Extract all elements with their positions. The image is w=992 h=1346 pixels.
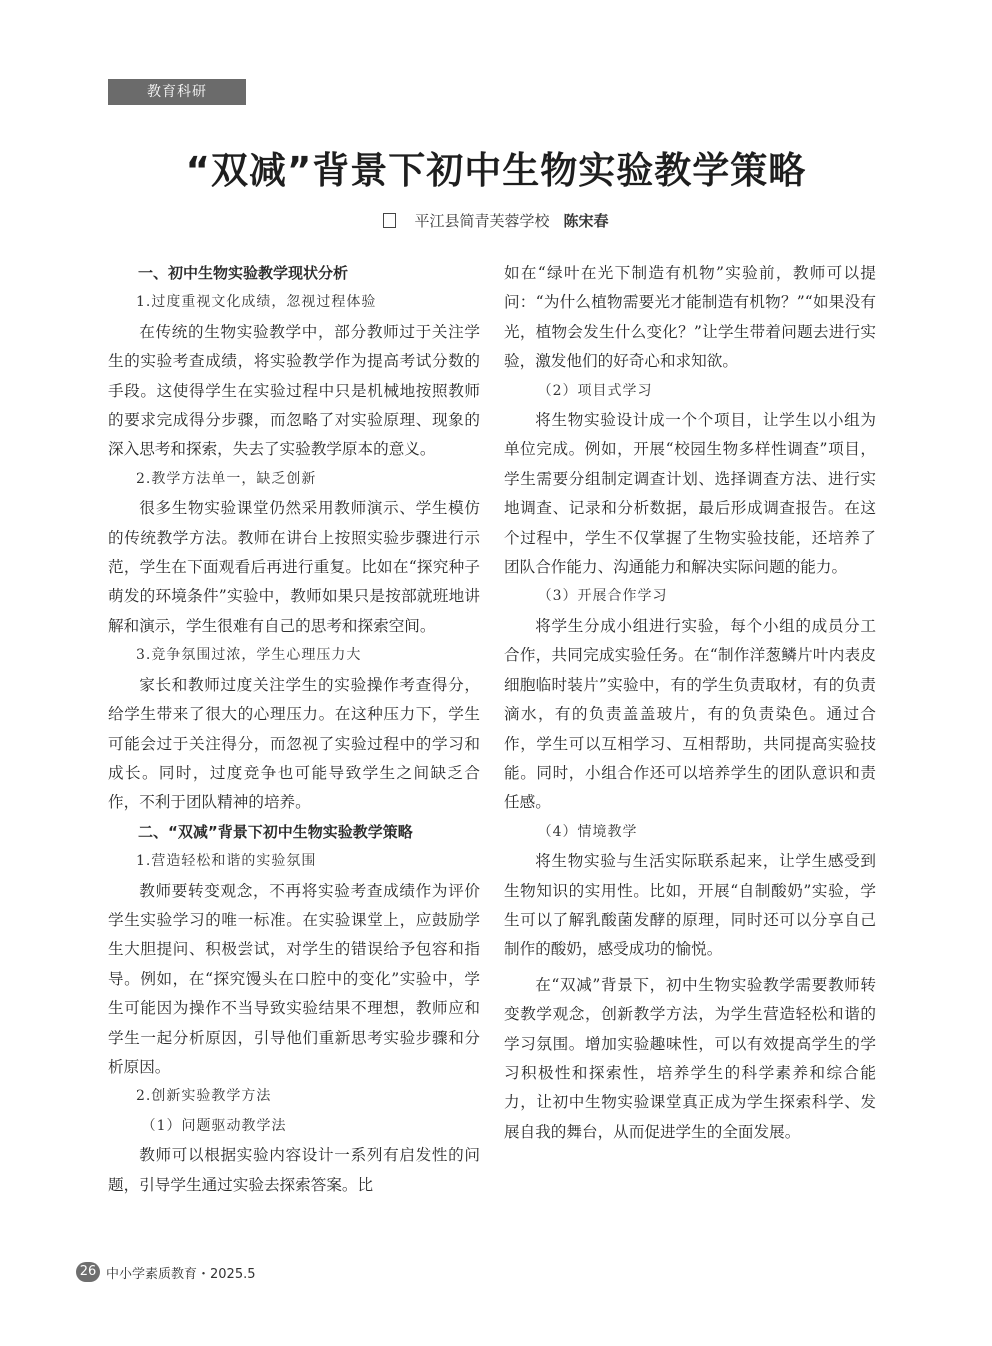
byline	[0, 210, 992, 231]
square-bullet-icon	[383, 213, 396, 228]
paragraph: 教师要转变观念，不再将实验考查成绩作为评价学生实验学习的唯一标准。在实验课堂上，应鼓励学生大胆提问、积极尝试，对学生的错误给予包容和指导。例如，在“探究馒头在口腔中的变化”实验中，学生可能因为操作不当导致实验结果不理想，教师应和学生一起分析原因，引导他们重新思考实验步骤和分析原因。	[108, 881, 480, 1076]
subsection-heading: 2.创新实验教学方法	[136, 1088, 272, 1105]
right-column	[504, 259, 876, 1147]
item-heading: （3）开展合作学习	[537, 588, 668, 605]
paragraph: 将生物实验设计成一个个项目，让学生以小组为单位完成。例如，开展“校园生物多样性调查”项目，学生需要分组制定调查计划、选择调查方法、进行实地调查、记录和分析数据，最后形成调查报告。在这个过程中，学生不仅掌握了生物实验技能，还培养了团队合作能力、沟通能力和解决实际问题的能力。	[504, 411, 876, 577]
section-heading: 二、“双减”背景下初中生物实验教学策略	[138, 822, 413, 841]
item-heading: （4）情境教学	[537, 823, 638, 840]
page-number-badge: 26	[76, 1262, 100, 1282]
section-heading: 一、初中生物实验教学现状分析	[138, 264, 349, 282]
article-title: “双减”背景下初中生物实验教学策略	[185, 149, 807, 192]
item-heading: （1）问题驱动教学法	[141, 1117, 287, 1134]
conclusion-paragraph: 在“双减”背景下，初中生物实验教学需要教师转变教学观念，创新教学方法，为学生营造轻松和谐的学习氛围。增加实验趣味性，可以有效提高学生的学习积极性和探索性，培养学生的科学素养和综合能力，让初中生物实验课堂真正成为学生探索科学、发展自我的舞台，从而促进学生的全面发展。	[504, 975, 876, 1141]
left-column	[108, 259, 480, 1200]
page-footer	[76, 1262, 256, 1282]
author-name: 陈宋春	[563, 212, 609, 230]
subsection-heading: 1.过度重视文化成绩，忽视过程体验	[136, 294, 377, 311]
paragraph: 将生物实验与生活实际联系起来，让学生感受到生物知识的实用性。比如，开展“自制酸奶”实验，学生可以了解乳酸菌发酵的原理，同时还可以分享自己制作的酸奶，感受成功的愉悦。	[504, 852, 876, 959]
journal-info: 中小学素质教育・2025.5	[106, 1266, 256, 1282]
subsection-heading: 1.营造轻松和谐的实验氛围	[136, 853, 317, 870]
paragraph: 家长和教师过度关注学生的实验操作考查得分，给学生带来了很大的心理压力。在这种压力下，学生可能会过于关注得分，而忽视了实验过程中的学习和成长。同时，过度竞争也可能导致学生之间缺乏合作，不利于团队精神的培养。	[108, 675, 480, 812]
subsection-heading: 3.竞争氛围过浓，学生心理压力大	[136, 647, 362, 664]
school-name: 平江县简青芙蓉学校	[414, 212, 550, 230]
section-tag: 教育科研	[108, 79, 246, 105]
item-heading: （2）项目式学习	[537, 382, 653, 399]
subsection-heading: 2.教学方法单一，缺乏创新	[136, 470, 317, 487]
paragraph-continued: 如在“绿叶在光下制造有机物”实验前，教师可以提问：“为什么植物需要光才能制造有机物？”“如果没有光，植物会发生什么变化？”让学生带着问题去进行实验，激发他们的好奇心和求知欲。	[504, 264, 876, 371]
paragraph: 很多生物实验课堂仍然采用教师演示、学生模仿的传统教学方法。教师在讲台上按照实验步骤进行示范，学生在下面观看后再进行重复。比如在“探究种子萌发的环境条件”实验中，教师如果只是按部就班地讲解和演示，学生很难有自己的思考和探索空间。	[108, 499, 480, 635]
paragraph: 教师可以根据实验内容设计一系列有启发性的问题，引导学生通过实验去探索答案。比	[108, 1146, 480, 1194]
paragraph: 将学生分成小组进行实验，每个小组的成员分工合作，共同完成实验任务。在“制作洋葱鳞片叶内表皮细胞临时装片”实验中，有的学生负责取材，有的负责滴水，有的负责盖盖玻片，有的负责染色。通过合作，学生可以互相学习、互相帮助，共同提高实验技能。同时，小组合作还可以培养学生的团队意识和责任感。	[504, 616, 876, 812]
paragraph: 在传统的生物实验教学中，部分教师过于关注学生的实验考查成绩，将实验教学作为提高考试分数的手段。这使得学生在实验过程中只是机械地按照教师的要求完成得分步骤，而忽略了对实验原理、现象的深入思考和探索，失去了实验教学原本的意义。	[108, 322, 480, 459]
